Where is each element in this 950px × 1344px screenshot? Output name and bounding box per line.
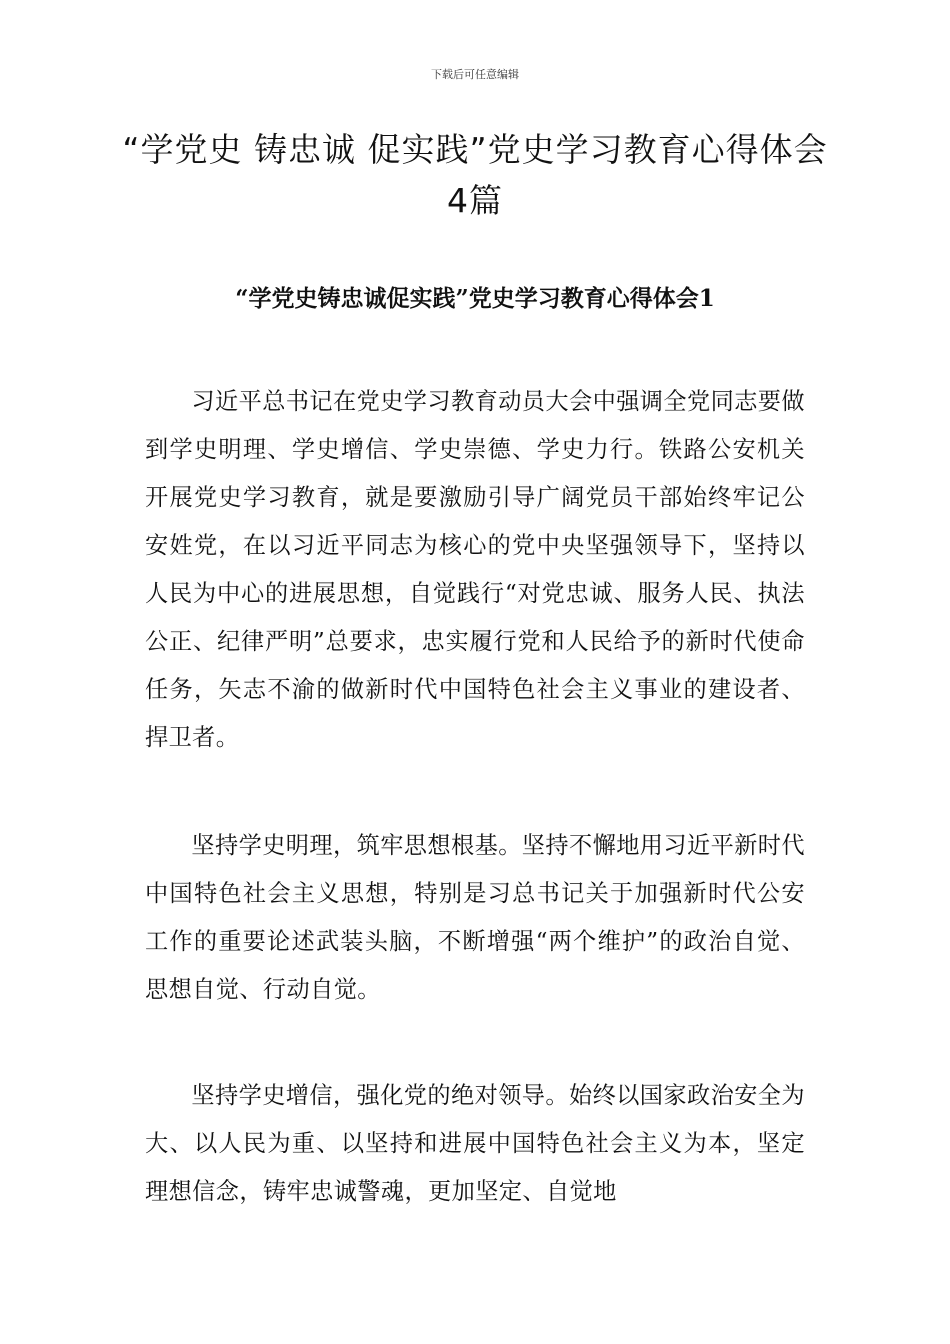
body-paragraph-2: 坚持学史明理，筑牢思想根基。坚持不懈地用习近平新时代中国特色社会主义思想，特别是习总书记关于加强新时代公安工作的重要论述武装头脑，不断增强“两个维护”的政治自觉、思想自觉、行动自觉。	[145, 832, 805, 1003]
document-title: “学党史 铸忠诚 促实践”党史学习教育心得体会4篇	[122, 130, 828, 220]
body-paragraph-1: 习近平总书记在党史学习教育动员大会中强调全党同志要做到学史明理、学史增信、学史崇德、学史力行。铁路公安机关开展党史学习教育，就是要激励引导广阔党员干部始终牢记公安姓党，在以习近平同志为核心的党中央坚强领导下，坚持以人民为中心的进展思想，自觉践行“对党忠诚、服务人民、执法公正、纪律严明”总要求，忠实履行党和人民给予的新时代使命任务，矢志不渝的做新时代中国特色社会主义事业的建设者、捍卫者。	[145, 388, 805, 751]
section-subtitle: “学党史铸忠诚促实践”党史学习教育心得体会1	[235, 285, 715, 312]
body-paragraph-3: 坚持学史增信，强化党的绝对领导。始终以国家政治安全为大、以人民为重、以坚持和进展中国特色社会主义为本，坚定理想信念，铸牢忠诚警魂，更加坚定、自觉地	[145, 1082, 805, 1205]
header-note: 下载后可任意编辑	[431, 68, 519, 81]
